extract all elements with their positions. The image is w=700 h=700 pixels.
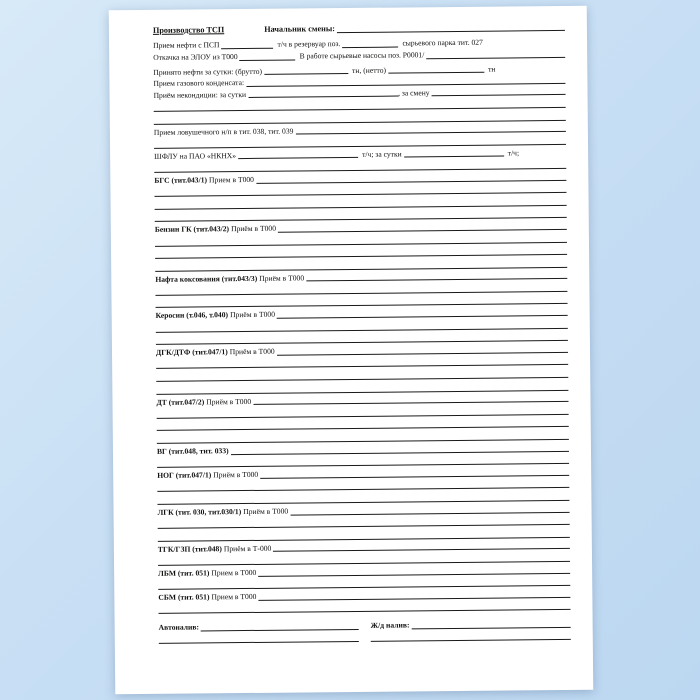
label-sbm-bold: СБМ (тит. 051) [158,592,210,602]
field-priem-gazkondensat[interactable] [246,75,565,87]
blank-dt-2[interactable] [157,417,569,431]
label-tgk-gzp-rest: Приём в Т-000 [223,543,272,553]
label-shflu-1: ШФЛУ на ПАО «НКНХ» [154,150,237,161]
blank-vg-1[interactable] [157,454,569,468]
label-avtonaliv: Автоналив: [158,622,200,633]
blank-benzin-2[interactable] [155,245,567,259]
row-priem-nekonditsii [153,86,565,99]
label-nafta-bold: Нафта коксования (тит.043/3) [155,273,258,284]
document-header [153,22,565,35]
label-zhd-naliv: Ж/д налив: [370,620,410,631]
blank-bgs-1[interactable] [154,183,566,197]
blank-line-4[interactable] [154,159,566,173]
field-nafta[interactable] [306,270,567,282]
label-dgk-dtf-rest: Приём в Т000 [229,346,275,357]
label-lgk-bold: ЛГК (тит. 030, тит.030/1) [157,507,242,517]
blank-kerosin-1[interactable] [156,319,568,333]
label-sbm-rest: Прием в Т000 [211,592,257,602]
field-bgs[interactable] [256,171,566,183]
label-otkachka-elou-1: Откачка на ЭЛОУ из Т000 [153,52,238,62]
field-dt[interactable] [253,393,568,405]
label-otkachka-elou-2: В работе сырьевые насосы поз. Р0001/ [299,50,425,61]
blank-line-3[interactable] [154,135,566,149]
shift-head-label: Начальник смены: [264,23,335,34]
label-benzin-gk-rest: Приём в Т000 [231,224,277,234]
field-vg[interactable] [231,443,569,455]
label-lbm-bold: ЛБМ (тит. 051) [158,568,210,578]
label-shflu-3: т/ч; [507,148,520,158]
blank-nafta-1[interactable] [155,282,567,296]
row-lgk [158,503,570,516]
blank-benzin-3[interactable] [155,258,567,272]
label-priem-nefti-psp-1: Прием нефти с ПСП [153,40,220,51]
field-lbm[interactable] [258,564,570,576]
field-prinyato-brutto[interactable] [264,65,348,75]
row-kerosin [156,307,568,320]
blank-bgs-2[interactable] [155,196,567,210]
label-bgs-rest: Прием в Т000 [208,174,254,185]
blank-tgk-1[interactable] [158,552,570,566]
blank-lgk-1[interactable] [158,515,570,529]
field-kerosin[interactable] [277,307,568,319]
field-otkachka-elou-2[interactable] [426,49,565,59]
label-nog-rest: Приём в Т000 [213,470,259,480]
row-shflu-nknh [154,147,566,160]
blank-dgk-3[interactable] [156,381,568,395]
zhd-naliv-group [371,619,571,630]
row-benzin-gk [155,221,567,234]
row-vg [157,443,569,456]
label-nafta-rest: Приём в Т000 [259,273,305,283]
row-priem-nefti-psp [153,37,565,50]
blank-nog-1[interactable] [157,478,569,492]
field-nog[interactable] [260,467,569,479]
row-nog [157,467,569,480]
row-lbm [158,564,570,577]
blank-dgk-1[interactable] [156,355,568,369]
label-nog-bold: НОГ (тит.047/1) [157,470,212,481]
label-dt-rest: Приём в Т000 [206,396,252,407]
label-priem-nekonditsii-1: Приём некондиции: за сутки [153,89,247,100]
field-otkachka-elou-1[interactable] [240,51,296,61]
label-bgs-bold: БГС (тит.043/1) [154,175,208,185]
field-nekonditsii-sutki[interactable] [248,88,398,98]
label-prinyato-nefti-2: тн, (нетто) [351,65,387,75]
field-avtonaliv[interactable] [201,621,359,632]
row-dt [156,393,568,406]
document-body [153,22,571,684]
blank-dt-1[interactable] [157,405,569,419]
label-kerosin-rest: Приём в Т000 [230,310,276,320]
row-nafta [155,270,567,283]
label-priem-nekonditsii-2: , за смену [398,88,430,98]
blank-nafta-2[interactable] [155,294,567,308]
label-dt-bold: ДТ (тит.047/2) [156,397,205,407]
shift-head-field[interactable] [337,22,565,33]
label-priem-nefti-psp-2: т/ч в резервуар поз. [277,39,341,50]
blank-zhd-naliv-2[interactable] [371,630,571,641]
blank-avtonaliv-2[interactable] [159,632,359,643]
blank-benzin-1[interactable] [155,232,567,246]
row-otkachka-elou [153,49,565,62]
label-dgk-dtf-bold: ДГК/ДТФ (тит.047/1) [155,347,228,358]
field-priem-nefti-psp-2[interactable] [342,39,398,49]
blank-bgs-3[interactable] [155,208,567,222]
row-tgk-gzp [158,540,570,553]
blank-dgk-2[interactable] [156,368,568,382]
label-benzin-gk-bold: Бензин ГК (тит.043/2) [154,224,230,235]
row-dgk-dtf [156,344,568,357]
field-dgk-dtf[interactable] [277,344,568,356]
page-title: Производство ТСП [152,24,225,35]
row-bgs [154,171,566,184]
row-priem-lovushechnogo [154,123,566,136]
field-priem-lovushechnogo[interactable] [295,123,566,135]
blank-nog-2[interactable] [157,491,569,505]
blank-line-1[interactable] [154,98,566,112]
blank-kerosin-2[interactable] [156,331,568,345]
label-kerosin-bold: Керосин (т.046, т.040) [155,310,229,321]
field-sbm[interactable] [258,589,570,601]
row-naliv-blank [159,630,571,643]
blank-lbm-1[interactable] [158,576,570,590]
row-priem-gazkondensat [153,75,565,88]
label-prinyato-nefti-3: тн [487,64,496,74]
field-shflu-2[interactable] [404,148,504,158]
label-priem-lovushechnogo: Прием ловушечного н/п в тит. 038, тит. 039 [153,126,294,137]
label-priem-gazkondensat: Прием газового конденсата: [153,78,245,89]
label-tgk-gzp-bold: ТГК/ГЗП (тит.048) [157,543,222,554]
field-prinyato-netto[interactable] [388,64,484,74]
field-shflu-1[interactable] [238,149,358,159]
label-lbm-rest: Прием в Т000 [211,567,257,578]
label-shflu-2: т/ч; за сутки [362,149,402,159]
field-tgk-gzp[interactable] [273,540,570,552]
avtonaliv-group [159,621,371,632]
blank-dt-3[interactable] [157,430,569,444]
field-benzin-gk[interactable] [278,221,567,233]
field-zhd-naliv[interactable] [411,619,570,630]
label-vg-bold: ВГ (тит.048, тит. 033) [156,446,229,456]
blank-line-2[interactable] [154,110,566,124]
label-priem-nefti-psp-3: сырьевого парка тит. 027 [402,38,483,48]
field-nekonditsii-smena[interactable] [432,86,566,96]
field-lgk[interactable] [290,503,569,515]
label-lgk-rest: Приём в Т000 [243,506,289,517]
field-priem-nefti-psp-1[interactable] [221,40,273,49]
blank-sbm-1[interactable] [158,600,570,614]
label-prinyato-nefti-1: Принято нефти за сутки: (брутто) [153,66,263,77]
row-sbm [158,589,570,602]
document-sheet [109,6,594,695]
blank-lgk-2[interactable] [158,528,570,542]
